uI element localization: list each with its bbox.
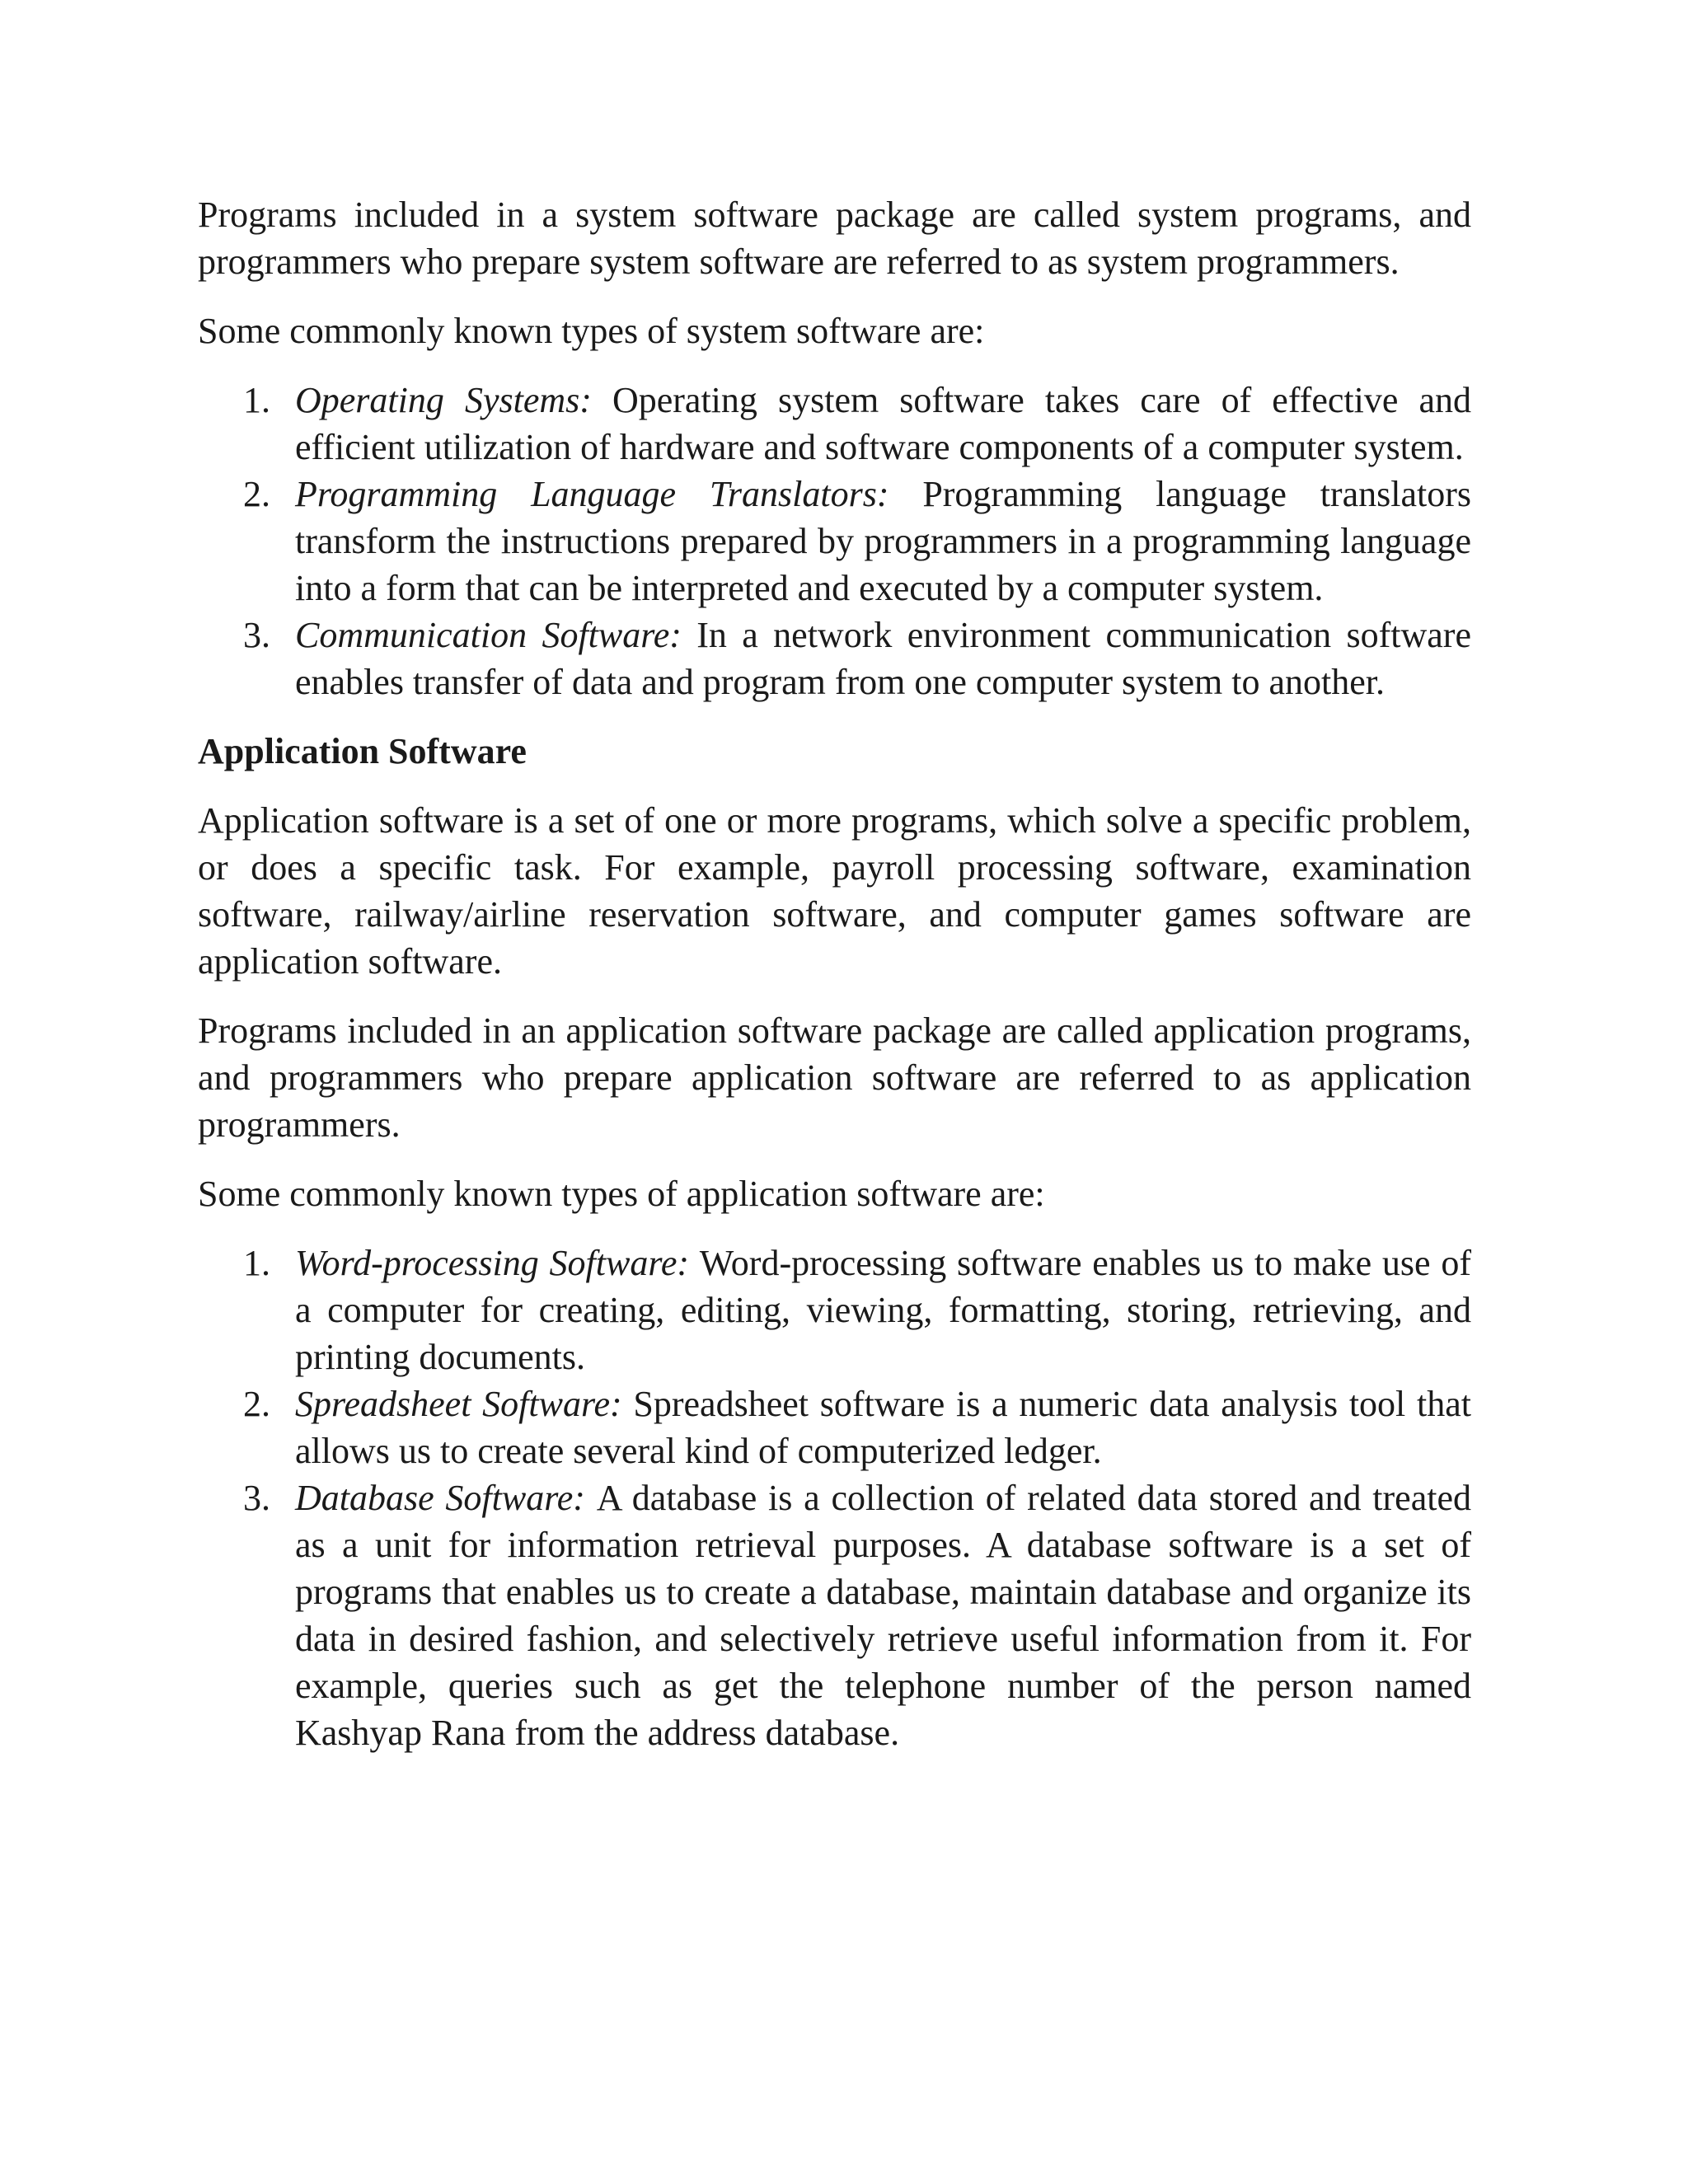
application-software-definition: Application software is a set of one or more programs, which solve a specific problem, or does a specific task. For example, payroll processing software, examination software, railway/airline reservation software, and computer games software are application software. (198, 800, 1471, 982)
list-item (198, 612, 1471, 705)
list-term: Word-processing Software: (295, 1243, 700, 1283)
list-number: 2. (243, 474, 270, 514)
list-term: Operating Systems: (295, 380, 612, 420)
list-item (198, 1474, 1471, 1756)
list-number: 2. (243, 1384, 270, 1424)
list-text: Spreadsheet software is a numeric data analysis tool that allows us to create several kind of computerized ledger. (295, 1384, 1471, 1471)
list-text: In a network environment communication software enables transfer of data and program from one computer system to another. (295, 615, 1471, 702)
list-text: A database is a collection of related data stored and treated as a unit for information retrieval purposes. A database software is a set of programs that enables us to create a database, maintain database and organize its data in desired fashion, and selectively retrieve useful information from it. For example, queries such as get the telephone number of the person named Kashyap Rana from the address database. (295, 1478, 1471, 1753)
list-text: Word-processing software enables us to make use of a computer for creating, editing, viewing, formatting, storing, retrieving, and printing documents. (295, 1243, 1471, 1377)
list-term: Spreadsheet Software: (295, 1384, 634, 1424)
list-number: 1. (243, 380, 270, 420)
system-software-types-intro: Some commonly known types of system software are: (198, 311, 985, 351)
list-item (198, 1240, 1471, 1380)
application-software-types-list (198, 1240, 1471, 1756)
list-text: Programming language translators transform the instructions prepared by programmers in a programming language into a form that can be interpreted and executed by a computer system. (295, 474, 1471, 608)
list-number: 3. (243, 1478, 270, 1518)
list-item (198, 471, 1471, 612)
list-number: 3. (243, 615, 270, 655)
list-number: 1. (243, 1243, 270, 1283)
list-term: Programming Language Translators: (295, 474, 923, 514)
document-page (198, 191, 1471, 1779)
list-item (198, 1380, 1471, 1474)
system-programs-paragraph: Programs included in a system software package are called system programs, and programmers who prepare system software are referred to as system programmers. (198, 194, 1471, 282)
list-term: Communication Software: (295, 615, 697, 655)
application-software-types-intro: Some commonly known types of application software are: (198, 1174, 1045, 1214)
list-text: Operating system software takes care of effective and efficient utilization of hardware and software components of a computer system. (295, 380, 1471, 467)
list-term: Database Software: (295, 1478, 597, 1518)
list-item (198, 377, 1471, 471)
application-programs-paragraph: Programs included in an application software package are called application programs, and programmers who prepare application software are referred to as application programmers. (198, 1010, 1471, 1145)
application-software-heading: Application Software (198, 731, 527, 771)
system-software-types-list (198, 377, 1471, 705)
